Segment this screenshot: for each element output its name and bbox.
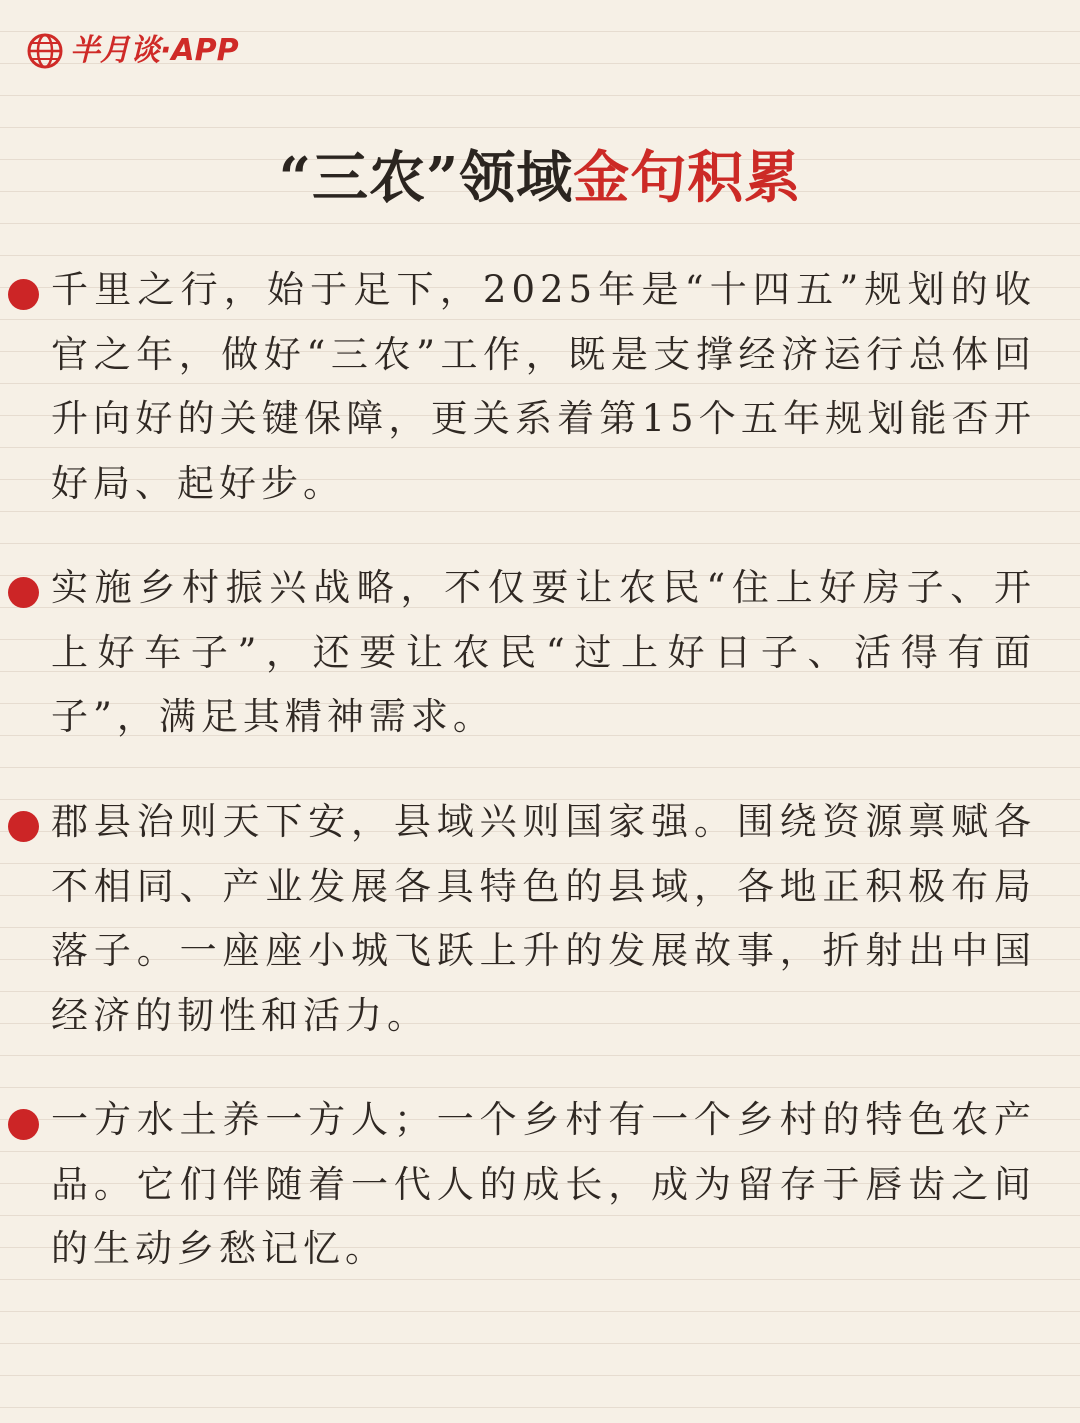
brand-logo-text: 半月谈·APP [70, 33, 239, 68]
globe-icon [26, 32, 64, 70]
quote-text: 实施乡村振兴战略，不仅要让农民“住上好房子、开上好车子”，还要让农民“过上好日子、活得有面子”，满足其精神需求。 [51, 566, 1036, 738]
bullet-dot-icon [8, 1109, 39, 1140]
bullet-dot-icon [8, 279, 39, 310]
brand-logo [26, 32, 239, 70]
bullet-dot-icon [8, 811, 39, 842]
quote-text: 郡县治则天下安，县域兴则国家强。围绕资源禀赋各不相同、产业发展各具特色的县域，各地正积极布局落子。一座座小城飞跃上升的发展故事，折射出中国经济的韧性和活力。 [51, 800, 1036, 1037]
page-title-accent: 金句积累 [573, 145, 802, 211]
page-title [0, 138, 1080, 218]
quote-text: 千里之行，始于足下，2025年是“十四五”规划的收官之年，做好“三农”工作，既是支撑经济运行总体回升向好的关键保障，更关系着第15个五年规划能否开好局、起好步。 [51, 268, 1036, 505]
bullet-dot-icon [8, 577, 39, 608]
page-title-main: “三农”领域 [278, 145, 574, 211]
quote-text: 一方水土养一方人；一个乡村有一个乡村的特色农产品。它们伴随着一代人的成长，成为留存于唇齿之间的生动乡愁记忆。 [51, 1098, 1036, 1270]
